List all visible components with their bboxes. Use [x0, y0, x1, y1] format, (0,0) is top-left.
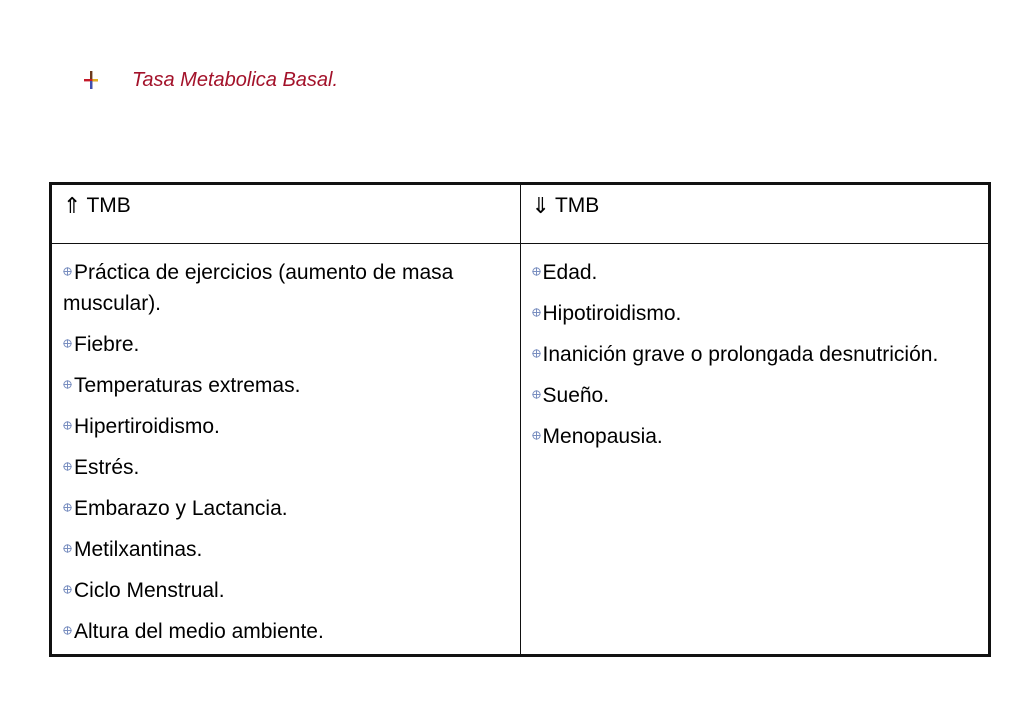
list-bullet-icon	[63, 408, 72, 417]
increase-list	[52, 244, 520, 647]
list-item-text: Altura del medio ambiente.	[74, 620, 324, 643]
list-bullet-icon	[63, 613, 72, 622]
list-bullet-icon	[63, 572, 72, 581]
list-item	[63, 572, 512, 606]
list-item	[63, 367, 512, 401]
list-item	[63, 613, 512, 647]
decrease-list	[521, 244, 988, 452]
list-item	[532, 254, 980, 288]
header-decrease-cell	[520, 184, 989, 244]
list-item-text: Fiebre.	[74, 333, 140, 356]
list-bullet-icon	[532, 418, 541, 427]
list-item	[63, 408, 512, 442]
list-bullet-icon	[63, 449, 72, 458]
list-item-text: Sueño.	[542, 384, 610, 407]
list-item	[63, 326, 512, 360]
list-bullet-icon	[63, 254, 72, 263]
tmb-table	[49, 182, 991, 657]
list-bullet-icon	[63, 531, 72, 540]
table-body-row	[51, 244, 990, 656]
list-item	[63, 531, 512, 565]
list-item	[63, 490, 512, 524]
list-item-text: Hipertiroidismo.	[74, 415, 220, 438]
list-bullet-icon	[63, 490, 72, 499]
slide-title	[84, 62, 338, 98]
list-item-text: Temperaturas extremas.	[74, 374, 301, 397]
double-down-arrow-icon: ⇓	[531, 193, 550, 218]
list-item	[532, 295, 980, 329]
list-item	[532, 418, 980, 452]
increase-cell	[51, 244, 521, 656]
list-item-text: Metilxantinas.	[74, 538, 203, 561]
list-item	[532, 377, 980, 411]
decrease-cell	[520, 244, 989, 656]
list-item-text: Práctica de ejercicios (aumento de masa muscular).	[63, 261, 454, 315]
list-item	[63, 449, 512, 483]
list-item	[63, 254, 512, 319]
header-increase-label: TMB	[86, 194, 131, 217]
header-increase-cell	[51, 184, 521, 244]
list-bullet-icon	[532, 254, 541, 263]
list-bullet-icon	[63, 326, 72, 335]
list-item-text: Inanición grave o prolongada desnutrición.	[542, 343, 939, 366]
list-bullet-icon	[532, 377, 541, 386]
double-up-arrow-icon: ⇑	[63, 193, 82, 218]
list-bullet-icon	[63, 367, 72, 376]
list-item-text: Menopausia.	[542, 425, 663, 448]
list-item-text: Embarazo y Lactancia.	[74, 497, 288, 520]
list-bullet-icon	[532, 336, 541, 345]
list-item-text: Ciclo Menstrual.	[74, 579, 225, 602]
table-header-row	[51, 184, 990, 244]
list-item-text: Edad.	[542, 261, 598, 284]
list-item	[532, 336, 980, 370]
title-text: Tasa Metabolica Basal.	[132, 68, 339, 91]
list-item-text: Hipotiroidismo.	[542, 302, 682, 325]
title-bullet-icon	[84, 71, 98, 89]
header-decrease-label: TMB	[554, 194, 600, 217]
list-bullet-icon	[532, 295, 541, 304]
list-item-text: Estrés.	[74, 456, 140, 479]
